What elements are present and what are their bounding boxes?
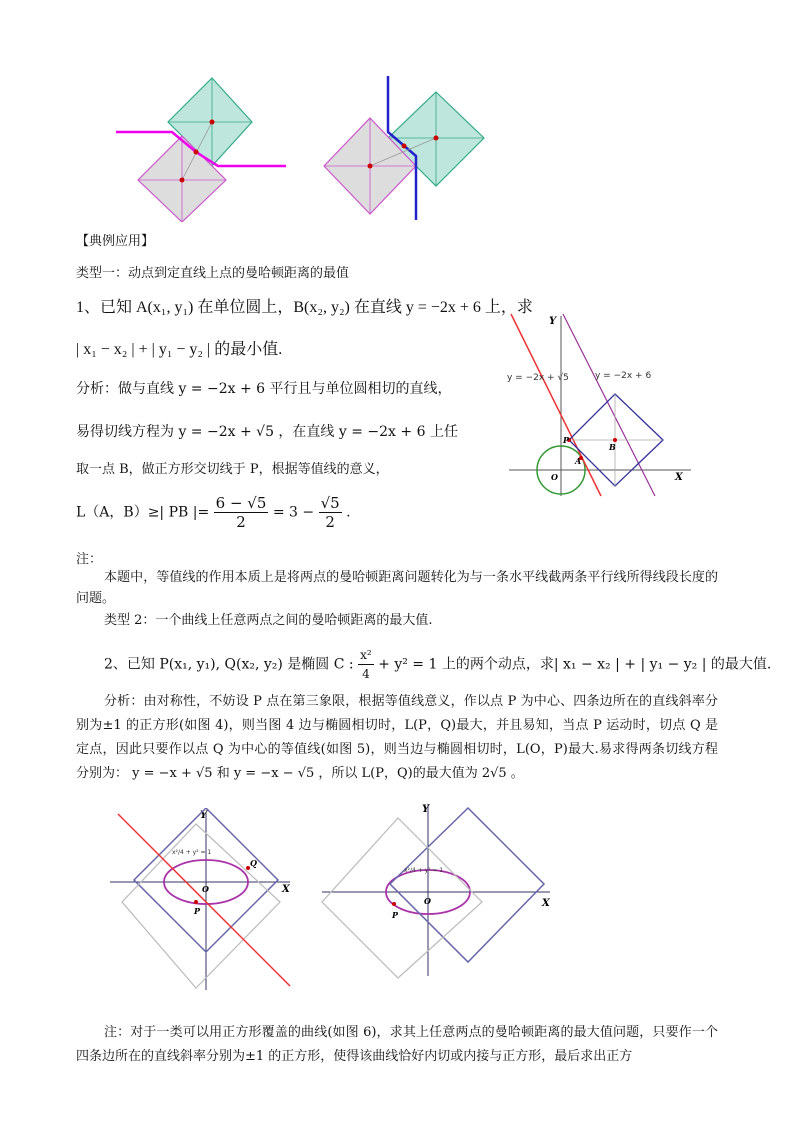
q1-line2: | x₁ − x₂ | + | y₁ − y₂ | 的最小值. [76,341,283,358]
analysis1-formula [76,494,351,531]
q1-axis-x-label: X [675,472,683,483]
fig4-point-O: O [202,884,209,894]
figure-4 [100,808,300,998]
analysis1-line1: 分析：做与直线 y = −2x + 6 平行且与单位圆相切的直线， [76,381,452,397]
fig4-tangent-line [118,814,290,986]
given-line [563,314,655,496]
tangent-point [402,144,407,149]
center-point-upper [210,120,215,125]
fig5-point-P: P [392,910,399,920]
q2-pre: 2、已知 P(x₁, y₁), Q(x₂, y₂) 是椭圆 C : [104,656,354,673]
q1-axis-y-label: Y [549,316,557,327]
fraction-1-numerator: 6 − √5 [215,494,267,512]
analysis1-line2: 易得切线方程为 y = −2x + √5 ，在直线 y = −2x + 6 上任 [76,424,458,440]
top-figure-left [110,70,290,222]
fig5-ellipse-label: x²/4 + y² = 1 [404,867,444,874]
tangent-point [194,150,199,155]
point-B: B [609,442,616,452]
tangent-line [511,314,601,496]
top-figure-right [320,70,490,222]
section-heading: 【典例应用】 [76,234,155,249]
center-point-upper [434,136,439,141]
fraction-2-denominator: 2 [325,513,335,531]
q1-line1: 1、已知 A(x₁, y₁) 在单位圆上，B(x₂, y₂) 在直线 y = −2x + 6 上，求 [76,299,533,316]
point-P: P [563,435,570,445]
fig4-axis-x-label: X [282,884,290,895]
fraction-2 [319,494,342,531]
q2-line [104,646,771,683]
formula-end: . [346,504,351,521]
fig5-point-O: O [424,896,431,906]
fig5-square-grey [322,818,482,978]
figure-5 [318,800,558,980]
point-A: A [575,456,582,466]
center-point-lower [180,178,185,183]
q2-fraction [358,646,374,683]
note1-label: 注： [76,552,103,567]
type2-title: 类型 2：一个曲线上任意两点之间的曼哈顿距离的最大值. [104,613,433,628]
analysis1-line3: 取一点 B，做正方形交切线于 P，根据等值线的意义， [76,462,389,477]
fig4-ellipse-label: x²/4 + y² = 1 [172,849,212,856]
fig4-point-P: P [194,906,201,916]
fig5-axis-x-label: X [542,898,550,909]
q2-post: + y² = 1 上的两个动点，求| x₁ − x₂ | + | y₁ − y₂ | 的最大值. [378,656,772,673]
fig4-point-Q: Q [250,858,257,868]
label-tangent-eq: y = −2x + √5 [507,373,569,383]
q2-fraction-numerator: x² [358,646,374,665]
type1-title: 类型一：动点到定直线上点的曼哈顿距离的最值 [76,266,350,281]
note1-text: 本题中，等值线的作用本质上是将两点的曼哈顿距离问题转化为与一条水平线截两条平行线所得线段长度的问题。 [76,570,718,606]
formula-lhs: L（A，B）≥| PB |= [76,504,210,521]
fraction-1 [214,494,269,531]
analysis2-text: 分析：由对称性，不妨设 P 点在第三象限，根据等值线意义，作以点 P 为中心、四条边所在的直线斜率分别为±1 的正方形(如图 4)，则当图 4 边与椭圆相切时，L(P，Q)最大，并且易知，当点 P 运动时，切点 Q 是定点，因此只要作以点 Q 为中心的等值线(如图 5)，则当边与椭圆相切时，L(O，P)最大.易求得两条切线方程分别为： y = −x + √5 和 y = −x − √5 ，所以 L(P，Q)的最大值为 2√5 。 [76,694,718,781]
q1-figure [505,310,695,500]
fig4-axis-y-label: Y [200,810,208,821]
note2-text: 注：对于一类可以用正方形覆盖的曲线(如图 6)，求其上任意两点的曼哈顿距离的最大值问题，只要作一个四条边所在的直线斜率分别为±1 的正方形，使得该曲线恰好内切或内接与正方形，最后求出正方 [76,1025,718,1064]
fraction-1-denominator: 2 [236,513,246,531]
fraction-2-numerator: √5 [320,494,340,512]
formula-mid: = 3 − [272,504,315,521]
label-line-eq: y = −2x + 6 [595,371,652,381]
point-O: O [551,472,558,482]
fig5-axis-y-label: Y [422,804,430,815]
center-point-lower [368,164,373,169]
q2-fraction-denominator: 4 [362,667,370,681]
